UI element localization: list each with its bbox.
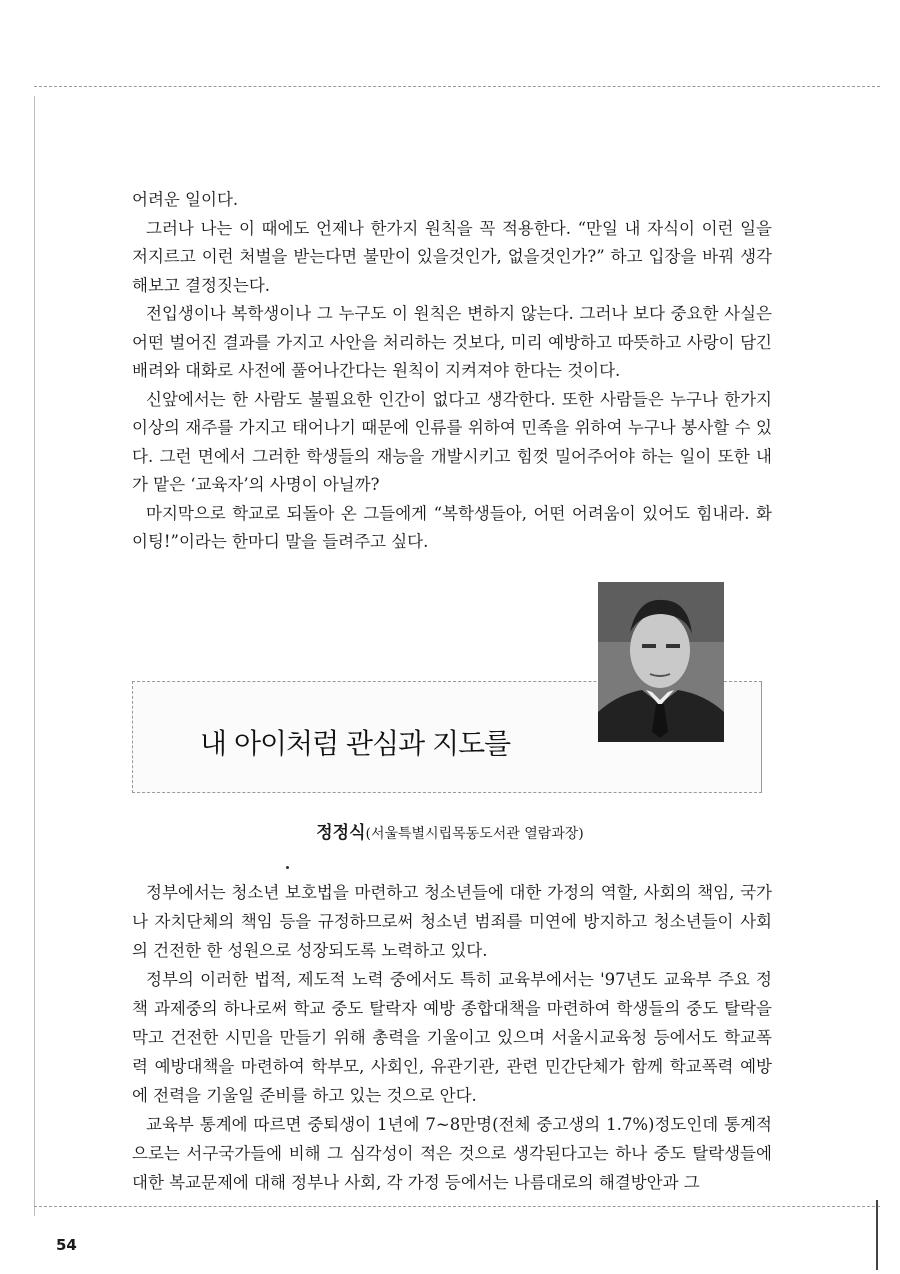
article-body <box>132 878 772 1197</box>
author-byline <box>0 818 900 843</box>
print-speck <box>286 866 289 869</box>
paragraph: 신앞에서는 한 사람도 불필요한 인간이 없다고 생각한다. 또한 사람들은 누구나 한가지 이상의 재주를 가지고 태어나기 때문에 인류를 위하여 민족을 위하여 누구나 봉사할 수 있다. 그런 면에서 그러한 학생들의 재능을 개발시키고 힘껏 밀어주어야 하는 일이 또한 내가 맡은 ‘교육자’의 사명이 아닐까? <box>132 389 772 494</box>
top-dashed-rule <box>34 86 880 87</box>
paragraph: 정부의 이러한 법적, 제도적 노력 중에서도 특히 교육부에서는 '97년도 교육부 주요 정책 과제중의 하나로써 학교 중도 탈락자 예방 종합대책을 마련하여 학생들의 중도 탈락을 막고 건전한 시민을 만들기 위해 총력을 기울이고 있으며 서울시교육청 등에서도 학교폭력 예방대책을 마련하여 학부모, 사회인, 유관기관, 관련 민간단체가 함께 학교폭력 예방에 전력을 기울일 준비를 하고 있는 것으로 안다. <box>132 970 772 1105</box>
author-photo <box>598 582 724 742</box>
paragraph: 그러나 나는 이 때에도 언제나 한가지 원칙을 꼭 적용한다. “만일 내 자식이 이런 일을 저지르고 이런 처벌을 받는다면 불만이 있을것인가, 없을것인가?” 하고 입장을 바꿔 생각해보고 결정짓는다. <box>132 218 772 295</box>
previous-article-ending <box>132 186 772 557</box>
author-affiliation: (서울특별시립목동도서관 열람과장) <box>365 826 584 842</box>
page-number: 54 <box>56 1236 77 1254</box>
author-name: 정정식 <box>316 823 366 843</box>
paragraph: 마지막으로 학교로 되돌아 온 그들에게 “복학생들아, 어떤 어려움이 있어도 힘내라. 화이팅!”이라는 한마디 말을 들려주고 싶다. <box>132 503 772 551</box>
article-title-box-edge <box>724 681 762 793</box>
left-margin-rule <box>34 96 35 1216</box>
article-title: 내 아이처럼 관심과 지도를 <box>200 727 511 760</box>
paragraph: 교육부 통계에 따르면 중퇴생이 1년에 7~8만명(전체 중고생의 1.7%)정도인데 통계적으로는 서구국가들에 비해 그 심각성이 적은 것으로 생각된다고는 하나 중도 탈락생들에 대한 복교문제에 대해 정부나 사회, 각 가정 등에서는 나름대로의 해결방안과 그 <box>132 1115 772 1192</box>
paragraph: 정부에서는 청소년 보호법을 마련하고 청소년들에 대한 가정의 역할, 사회의 책임, 국가나 자치단체의 책임 등을 규정하므로써 청소년 범죄를 미연에 방지하고 청소년들이 사회의 건전한 한 성원으로 성장되도록 노력하고 있다. <box>132 883 772 960</box>
paragraph: 전입생이나 복학생이나 그 누구도 이 원칙은 변하지 않는다. 그러나 보다 중요한 사실은 어떤 벌어진 결과를 가지고 사안을 처리하는 것보다, 미리 예방하고 따뜻하고 사랑이 담긴 배려와 대화로 사전에 풀어나간다는 원칙이 지켜져야 한다는 것이다. <box>132 304 772 380</box>
portrait-image <box>598 582 724 742</box>
binding-edge-mark <box>876 1200 878 1270</box>
paragraph: 어려운 일이다. <box>132 190 239 209</box>
bottom-dashed-rule <box>34 1206 880 1207</box>
